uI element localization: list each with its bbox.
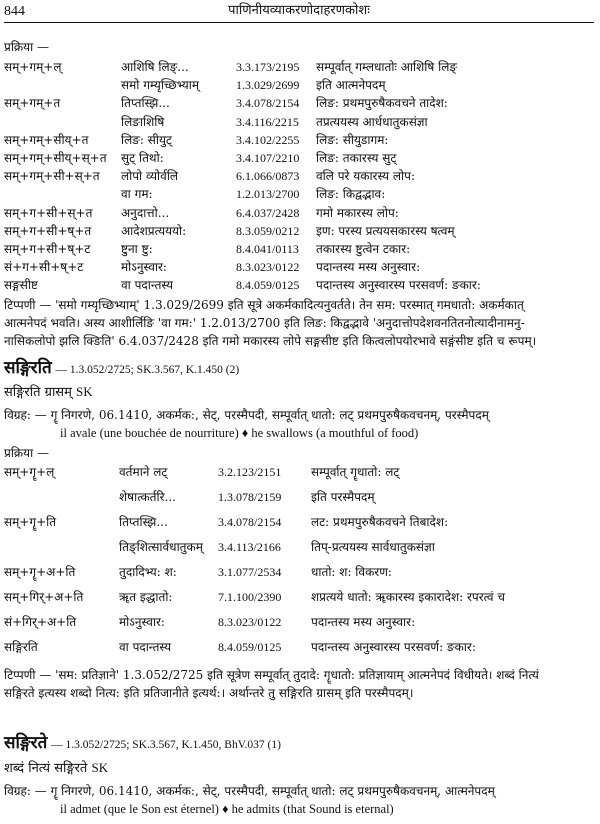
sutra-number-cell: 3.1.077/2534 <box>218 565 282 579</box>
sutra-number-cell: 8.4.041/0113 <box>236 242 299 256</box>
sutra-number-cell: 6.4.037/2428 <box>236 205 300 220</box>
example-text: शब्दं नित्यं सङ्गिरते <box>4 761 88 776</box>
sutra-name-cell: तिप्तस्झि... <box>119 515 168 529</box>
note-1 <box>4 296 596 350</box>
sutra-name-cell: ष्टुना ष्टु: <box>121 242 153 256</box>
form-cell: सं+ग+सी+ष्+ट <box>4 260 84 275</box>
sutra-number-cell: 8.3.023/0122 <box>236 260 300 275</box>
form-cell: सम्+गिर्+अ+ति <box>4 590 84 604</box>
example-text: सङ्गिरति ग्रासम् <box>4 385 72 400</box>
sutra-name-cell: मोऽनुस्वार: <box>121 260 167 275</box>
prakriya-label: प्रक्रिया — <box>4 40 50 54</box>
sutra-name-cell: वा पदान्तस्य <box>119 640 172 654</box>
sutra-name-cell: लिङ: सीयुट् <box>121 132 172 147</box>
form-cell: सम्+ग+सी+स्+त <box>4 205 93 220</box>
sutra-number-cell: 3.4.113/2166 <box>218 540 281 554</box>
page-header <box>4 2 594 24</box>
example-source: SK <box>91 760 109 775</box>
explanation-cell: लिङ: तकारस्य सुट् <box>316 151 397 165</box>
entry-heading-sangirate <box>4 733 281 753</box>
sutra-number-cell: 3.3.173/2195 <box>236 60 300 74</box>
note-2 <box>4 666 596 702</box>
sutra-number-cell: 6.1.066/0873 <box>236 169 300 184</box>
form-cell: सङ्गसीष्ट <box>4 278 38 293</box>
entry-example <box>4 760 108 777</box>
sutra-name-cell: वर्तमाने लट् <box>119 465 168 479</box>
page-number: 844 <box>4 4 25 19</box>
example-source: SK <box>76 384 93 399</box>
explanation-cell: पदान्तस्य अनुस्वारस्य परसवर्ण: ङकार: <box>311 640 476 654</box>
form-cell: सं+गिर्+अ+ति <box>4 615 77 629</box>
sutra-name-cell: सुट् तिथो: <box>121 151 164 165</box>
sutra-name-cell: तिङ्शित्सार्वधातुकम् <box>119 540 203 554</box>
vigraha-text: विग्रह: — गॄ निगरणे, 06.1410, अकर्मक:, सेट्, परस्मैपदी, सम्पूर्वात् धातो: लट् प्रथमपुरुषैकवचनम्, आत्मनेपदम् <box>4 784 495 798</box>
explanation-cell: इति परस्मैपदम् <box>311 490 375 504</box>
note-line: टिप्पणी — 'सम: प्रतिज्ञाने' 1.3.052/2725 इति सूत्रेण सम्पूर्वात् तुदादे: गॄधातो: प्रतिज्ञायाम् आत्मनेपदं विधीयते। शब्दं नित्यं <box>4 668 539 682</box>
page-title: पाणिनीयव्याकरणोदाहरणकोशः <box>228 3 370 18</box>
explanation-cell: सम्पूर्वात् गम्लधातोः आशिषि लिङ् <box>316 60 457 74</box>
form-cell: सम्+गम्+सीय्+स्+त <box>4 151 107 165</box>
form-cell: सम्+गॄ+अ+ति <box>4 565 76 579</box>
entry-example <box>4 384 93 401</box>
explanation-cell: धातो: श: विकरण: <box>311 565 392 579</box>
sutra-name-cell: वा पदान्तस्य <box>121 278 174 293</box>
sutra-number-cell: 8.3.059/0212 <box>236 223 300 238</box>
explanation-cell: पदान्तस्य मस्य अनुस्वार: <box>316 260 421 275</box>
form-cell: सम्+गॄ+ल् <box>4 465 55 479</box>
note-line: सङ्गिरते इत्यस्य शब्दो नित्य: इति प्रतिजानीते इत्यर्थ:। अर्थान्तरे तु सङ्गिरति ग्रासम् इति परस्मैपदम्। <box>4 686 414 700</box>
sutra-number-cell: 3.4.078/2154 <box>218 515 282 529</box>
form-cell: सम्+गम्+ल् <box>4 60 62 74</box>
explanation-cell: वलि परे यकारस्य लोप: <box>316 169 416 184</box>
prakriya-label: प्रक्रिया — <box>4 446 50 460</box>
note-line: टिप्पणी — 'समो गम्यृच्छिभ्याम्' 1.3.029/2699 इति सूत्रे अकर्मकादित्यनुवर्तते। तेन सम: परस्मात् गमधातो: अकर्मकात् <box>4 298 524 312</box>
explanation-cell: तकारस्य ष्टुत्वेन टकार: <box>316 242 411 256</box>
sutra-name-cell: तुदादिभ्य: श: <box>119 565 177 579</box>
sutra-number-cell: 3.4.107/2210 <box>236 151 300 165</box>
entry-refs: — 1.3.052/2725; SK.3.567, K.1.450, BhV.037 (1) <box>51 739 281 751</box>
explanation-cell: लिङ: किद्वद्भाव: <box>316 187 386 202</box>
sutra-number-cell: 3.4.116/2215 <box>236 114 299 129</box>
gloss-text: il avale (une bouchée de nourriture) ♦ he swallows (a mouthful of food) <box>60 426 419 440</box>
explanation-cell: गमो मकारस्य लोप: <box>316 205 399 220</box>
form-cell: सम्+गम्+सीय्+त <box>4 132 89 147</box>
explanation-cell: सम्पूर्वात् गॄधातो: लट् <box>311 465 400 479</box>
sutra-number-cell: 3.2.123/2151 <box>218 465 282 479</box>
sutra-name-cell: लोपो व्योर्वलि <box>121 169 179 184</box>
sutra-number-cell: 8.4.059/0125 <box>218 640 282 654</box>
sutra-name-cell: ॠत इद्धातो: <box>119 590 173 604</box>
gloss-text: il admet (que le Son est éternel) ♦ he admits (that Sound is eternal) <box>60 802 394 816</box>
sutra-number-cell: 8.4.059/0125 <box>236 278 300 293</box>
explanation-cell: लट: प्रथमपुरुषैकवचने तिबादेश: <box>311 515 449 529</box>
sutra-number-cell: 8.3.023/0122 <box>218 615 282 629</box>
sutra-number-cell: 1.3.029/2699 <box>236 78 300 93</box>
sutra-name-cell: मोऽनुस्वार: <box>119 615 165 629</box>
explanation-cell: पदान्तस्य अनुस्वारस्य परसवर्ण: ङकार: <box>316 278 481 293</box>
sutra-number-cell: 1.3.078/2159 <box>218 490 282 504</box>
explanation-cell: तिप्-प्रत्ययस्य सार्वधातुकसंज्ञा <box>311 540 435 554</box>
vigraha-block <box>4 782 596 818</box>
form-cell: सम्+ग+सी+ष्+ट <box>4 242 91 256</box>
form-cell: सम्+गॄ+ति <box>4 515 57 529</box>
form-cell: सङ्गिरति <box>4 640 38 654</box>
explanation-cell: इण: परस्य प्रत्ययसकारस्य षत्वम् <box>316 223 455 238</box>
explanation-cell: पदान्तस्य मस्य अनुस्वार: <box>311 615 416 629</box>
form-cell: सम्+गम्+त <box>4 96 61 111</box>
entry-heading-sangirati <box>4 358 239 378</box>
sutra-number-cell: 1.2.013/2700 <box>236 187 300 202</box>
sutra-number-cell: 3.4.102/2255 <box>236 132 300 147</box>
sutra-name-cell: शेषात्कर्तरि... <box>119 490 176 504</box>
sutra-name-cell: तिप्तस्झि... <box>121 96 170 111</box>
sutra-name-cell: आशिषि लिङ्... <box>121 60 189 74</box>
note-line: आत्मनेपदं भवति। अस्य आशीर्लिङि 'वा गम:' 1.2.013/2700 इति लिङ: किद्वद्भावे 'अनुदात्तोपदेशवनतितनोत्यादीनामनु- <box>4 316 525 330</box>
explanation-cell: लिङ: प्रथमपुरुषैकवचने तादेश: <box>316 96 448 111</box>
explanation-cell: लिङ: सीयुडागम: <box>316 132 389 147</box>
vigraha-block <box>4 406 596 442</box>
explanation-cell: तप्रत्ययस्य आर्धधातुकसंज्ञा <box>316 114 428 129</box>
explanation-cell: इति आत्मनेपदम् <box>316 78 386 93</box>
sutra-number-cell: 7.1.100/2390 <box>218 590 282 604</box>
vigraha-text: विग्रह: — गॄ निगरणे, 06.1410, अकर्मक:, सेट्, परस्मैपदी, सम्पूर्वात् धातो: लट् प्रथमपुरुषैकवचनम्, परस्मैपदम् <box>4 408 489 422</box>
headword: सङ्गिरति <box>4 358 52 378</box>
sutra-name-cell: वा गम: <box>121 187 153 202</box>
headword: सङ्गिरते <box>4 733 48 753</box>
explanation-cell: शप्रत्यये धातो: ॠकारस्य इकारादेश: रपरत्वं च <box>311 590 505 604</box>
header-rule <box>4 22 594 23</box>
sutra-name-cell: आदेशप्रत्यययो: <box>121 223 187 238</box>
sutra-name-cell: अनुदात्तो... <box>121 205 170 220</box>
sutra-number-cell: 3.4.078/2154 <box>236 96 300 111</box>
note-line: नासिकलोपो झलि क्ङिति' 6.4.037/2428 इति गमो मकारस्य लोपे सङ्गसीष्ट इति कित्वलोपयोरभावे सङ्गंसीष्ट इति च रूपम्। <box>4 334 537 348</box>
sutra-name-cell: समो गम्यृच्छिभ्याम् <box>121 78 199 93</box>
form-cell: सम्+गम्+सी+स्+त <box>4 169 100 184</box>
entry-refs: — 1.3.052/2725; SK.3.567, K.1.450 (2) <box>55 364 240 376</box>
sutra-name-cell: लिङाशिषि <box>121 114 165 129</box>
form-cell: सम्+ग+सी+ष्+त <box>4 223 92 238</box>
